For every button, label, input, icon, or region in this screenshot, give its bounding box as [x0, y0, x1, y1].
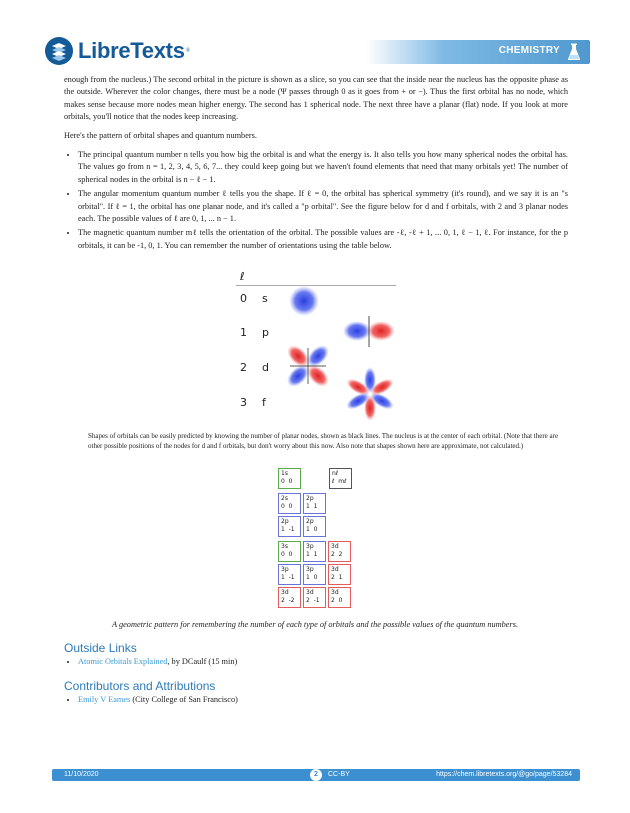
- grid-box: 2p 1 1: [303, 493, 326, 514]
- list-item-principal: • The principal quantum number n tells you how big the orbital is and what the energy is. It also tells you how many spherical nodes the orbital has. The values go from n = 1, 2, 3, 4, 5, 6, 7... they could keep going but we haven't found elements that need that many orbitals yet! The number of spherical nodes in the orbital is n − ℓ − 1.: [78, 149, 568, 186]
- outside-links-heading: Outside Links: [64, 641, 137, 655]
- outside-links-list: [64, 656, 237, 668]
- paragraph-nodes: enough from the nucleus.) The second orbital in the picture is shown as a slice, so you can see that the inside near the nucleus has the opposite phase as the outside. Wherever the color changes, there must be a node (Ψ passes through 0 as it goes from + or −). Thus the first orbital has no node, which makes sense because more nodes mean higher energy. The second has 1 spherical node. The next three have a planar (flat) node. If you look at more orbitals, you'll notice that the nodes keep increasing.: [64, 75, 568, 122]
- grid-key-box: nℓ ℓ mℓ: [329, 468, 352, 489]
- contributors-heading: Contributors and Attributions: [64, 679, 216, 693]
- row-l-value: 3: [240, 396, 247, 409]
- row-orbital-name: p: [262, 326, 269, 339]
- list-item: [78, 656, 237, 668]
- article-body: [64, 74, 568, 254]
- row-l-value: 1: [240, 326, 247, 339]
- grid-box: 3d 2 -1: [303, 587, 326, 608]
- grid-box: 2p 1 0: [303, 516, 326, 537]
- paragraph-pattern-intro: Here's the pattern of orbital shapes and quantum numbers.: [64, 130, 257, 140]
- grid-box: 3p 1 1: [303, 541, 326, 562]
- grid-box: 2p 1 -1: [278, 516, 301, 537]
- footer-date: 11/10/2020: [64, 771, 99, 778]
- page-header: [0, 0, 630, 70]
- row-orbital-name: d: [262, 361, 269, 374]
- contributors-list: [64, 694, 238, 706]
- atomic-orbitals-link[interactable]: Atomic Orbitals Explained: [78, 657, 168, 666]
- license-label: CC-BY: [328, 771, 350, 778]
- book-stack-icon: [44, 36, 74, 66]
- d-orbital-drawing: [283, 341, 333, 391]
- logo-trademark: ®: [185, 48, 191, 54]
- orbital-shapes-figure: [228, 270, 398, 420]
- page-url[interactable]: https://chem.libretexts.org/@go/page/53284: [436, 771, 572, 778]
- flask-icon: [567, 43, 581, 61]
- p-orbital-drawing: [343, 316, 395, 347]
- grid-caption: A geometric pattern for remembering the number of each type of orbitals and the possible values of the quantum numbers.: [111, 620, 519, 629]
- orbital-figure-caption: Shapes of orbitals can be easily predicted by knowing the number of planar nodes, shown as black lines. The nucleus is at the center of each orbital. (Note that there are other possible positions of the nodes for d and f orbitals, but don't worry about this now. Also note that shapes shown here are approximate, not calculated.): [88, 432, 559, 450]
- grid-box: 3p 1 0: [303, 564, 326, 585]
- section-label: CHEMISTRY: [498, 45, 560, 56]
- row-orbital-name: f: [262, 396, 266, 409]
- libretexts-logo[interactable]: [44, 36, 190, 66]
- list-item-magnetic: • The magnetic quantum number mℓ tells the orientation of the orbital. The possible values are -ℓ, -ℓ + 1, ... 0, 1, ℓ − 1, ℓ. For instance, for the p orbitals, it can be -1, 0, 1. You can remember the number of orientations using the table below.: [78, 227, 568, 252]
- grid-box: 3d 2 0: [328, 587, 351, 608]
- logo-text: LibreTexts: [78, 38, 185, 63]
- orbital-drawings: [228, 270, 398, 420]
- row-l-value: 0: [240, 292, 247, 305]
- l-column-header: ℓ: [240, 270, 245, 283]
- f-orbital-drawing: [344, 367, 397, 420]
- contributor-affiliation: (City College of San Francisco): [130, 695, 238, 704]
- grid-box: 3d 2 1: [328, 564, 351, 585]
- row-l-value: 2: [240, 361, 247, 374]
- grid-box: 2s 0 0: [278, 493, 301, 514]
- grid-box: 3p 1 -1: [278, 564, 301, 585]
- grid-box: 1s 0 0: [278, 468, 301, 489]
- link-suffix: , by DCaulf (15 min): [167, 657, 238, 666]
- row-orbital-name: s: [262, 292, 268, 305]
- s-orbital-drawing: [289, 286, 319, 316]
- page-number: 2: [310, 769, 322, 781]
- grid-box: 3d 2 -2: [278, 587, 301, 608]
- quantum-number-list: [64, 149, 568, 252]
- contributor-link[interactable]: Emily V Eames: [78, 695, 131, 704]
- grid-box: 3s 0 0: [278, 541, 301, 562]
- list-item: [78, 694, 238, 706]
- grid-box: 3d 2 2: [328, 541, 351, 562]
- quantum-number-grid: [276, 466, 356, 612]
- page-footer: [52, 769, 580, 781]
- list-item-angular: • The angular momentum quantum number ℓ tells you the shape. If ℓ = 0, the orbital has spherical symmetry (it's round), and we say it is an "s orbital". If ℓ = 1, the orbital has one planar node, and it's called a "p orbital". See the figure below for d and f orbitals, with 2 and 3 planar nodes each. The possible values of ℓ are 0, 1, ... n − 1.: [78, 188, 568, 225]
- section-banner[interactable]: [366, 40, 590, 64]
